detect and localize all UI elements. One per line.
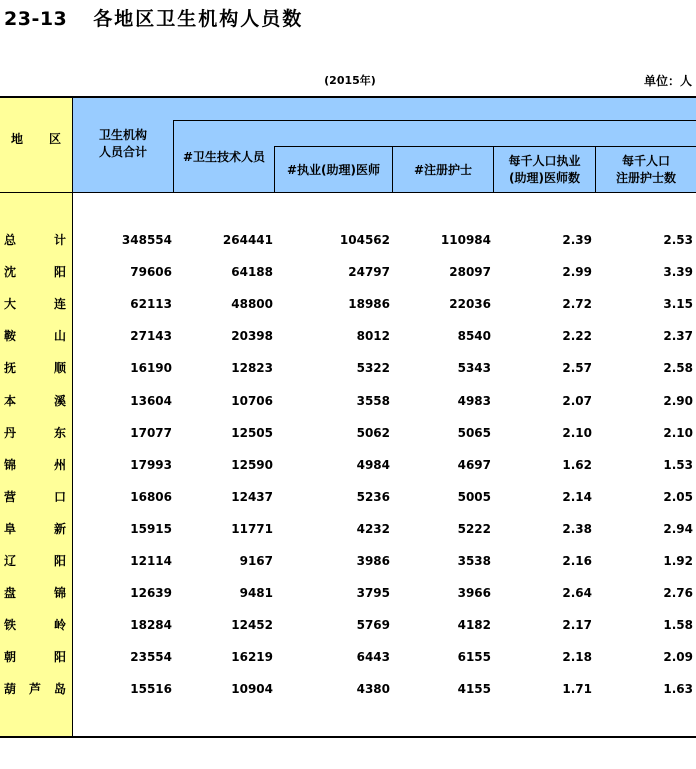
cell-tech: 12437 [231, 489, 273, 504]
cell-total: 79606 [130, 265, 172, 280]
row-region [4, 352, 66, 384]
table-row [0, 449, 696, 481]
region-char: 营 [4, 489, 17, 504]
cell-doctors: 4232 [356, 521, 390, 536]
header-total-staff: 卫生机构 人员合计 [98, 128, 147, 159]
cell-nurses: 5065 [457, 425, 491, 440]
row-region [4, 224, 66, 256]
table-row [0, 481, 696, 513]
cell-dpk: 1.62 [562, 457, 592, 472]
cell-total: 348554 [121, 233, 172, 247]
region-char: 葫 [4, 682, 17, 697]
cell-dpk: 2.72 [562, 297, 592, 312]
cell-tech: 48800 [231, 297, 273, 312]
header-bottom-rule [0, 192, 696, 193]
table-row [0, 320, 696, 352]
cell-doctors: 6443 [356, 650, 390, 665]
row-region [4, 449, 66, 481]
cell-npk: 3.15 [663, 297, 693, 312]
cell-npk: 2.05 [663, 489, 693, 504]
row-region [4, 385, 66, 417]
region-char: 东 [53, 425, 66, 440]
table-bottom-rule [0, 736, 696, 738]
region-char: 鞍 [4, 329, 17, 344]
table-row [0, 673, 696, 705]
cell-npk: 1.53 [663, 457, 693, 472]
cell-doctors: 24797 [348, 265, 390, 280]
region-char: 本 [4, 393, 17, 408]
cell-npk: 2.90 [663, 393, 693, 408]
cell-nurses: 5222 [457, 521, 491, 536]
cell-total: 27143 [130, 329, 172, 344]
cell-doctors: 5322 [356, 361, 390, 376]
cell-nurses: 4182 [457, 618, 491, 633]
cell-doctors: 104562 [339, 233, 390, 247]
cell-tech: 10904 [231, 682, 273, 697]
row-region [4, 641, 66, 673]
header-tech-staff: #卫生技术人员 [182, 149, 266, 164]
cell-nurses: 3966 [457, 586, 491, 601]
cell-doctors: 4984 [356, 457, 390, 472]
cell-dpk: 2.99 [562, 265, 592, 280]
cell-npk: 3.39 [663, 265, 693, 280]
table-row [0, 288, 696, 320]
row-region [4, 288, 66, 320]
region-char: 计 [53, 233, 66, 247]
region-char: 辽 [4, 554, 17, 568]
cell-dpk: 2.17 [562, 618, 592, 633]
cell-dpk: 1.71 [562, 682, 592, 697]
header-doctors: #执业(助理)医师 [286, 162, 381, 177]
cell-doctors: 3795 [356, 586, 390, 601]
cell-dpk: 2.57 [562, 361, 592, 376]
region-char: 阜 [4, 521, 17, 536]
cell-nurses: 110984 [440, 233, 491, 247]
cell-doctors: 5236 [356, 489, 390, 504]
cell-nurses: 4983 [457, 393, 491, 408]
region-char: 阳 [53, 554, 66, 568]
cell-npk: 2.10 [663, 425, 693, 440]
cell-total: 62113 [130, 297, 172, 312]
region-char: 阳 [53, 265, 66, 280]
region-char: 朝 [4, 650, 17, 665]
subheader-rule-2 [274, 146, 696, 147]
cell-nurses: 6155 [457, 650, 491, 665]
table-row [0, 513, 696, 545]
cell-total: 18284 [130, 618, 172, 633]
cell-npk: 1.63 [663, 682, 693, 697]
cell-total: 17993 [130, 457, 172, 472]
table-row [0, 545, 696, 577]
header-region-char-2: 区 [49, 132, 62, 146]
region-char: 总 [4, 233, 17, 247]
cell-total: 15915 [130, 521, 172, 536]
region-char: 山 [53, 329, 66, 344]
cell-total: 12639 [130, 586, 172, 601]
unit-label: 单位：人 [643, 74, 692, 88]
region-char: 丹 [4, 425, 17, 440]
cell-tech: 20398 [231, 329, 273, 344]
page-title [4, 6, 303, 32]
cell-npk: 2.76 [663, 586, 693, 601]
header-region [0, 130, 72, 147]
cell-tech: 64188 [231, 265, 273, 280]
cell-dpk: 2.16 [562, 554, 592, 568]
table-number: 23-13 [4, 8, 68, 30]
region-char: 岛 [53, 682, 66, 697]
cell-doctors: 3558 [356, 393, 390, 408]
cell-dpk: 2.64 [562, 586, 592, 601]
cell-nurses: 5343 [457, 361, 491, 376]
cell-nurses: 3538 [457, 554, 491, 568]
cell-npk: 2.37 [663, 329, 693, 344]
subheader-rule [173, 120, 696, 121]
region-char: 州 [53, 457, 66, 472]
cell-dpk: 2.38 [562, 521, 592, 536]
region-char: 岭 [53, 618, 66, 633]
cell-total: 16190 [130, 361, 172, 376]
region-char: 新 [53, 521, 66, 536]
cell-dpk: 2.39 [562, 233, 592, 247]
cell-doctors: 4380 [356, 682, 390, 697]
row-region [4, 577, 66, 609]
cell-doctors: 8012 [356, 329, 390, 344]
table-row [0, 352, 696, 384]
cell-npk: 1.92 [663, 554, 693, 568]
cell-total: 16806 [130, 489, 172, 504]
cell-doctors: 18986 [348, 297, 390, 312]
cell-tech: 264441 [222, 233, 273, 247]
cell-total: 17077 [130, 425, 172, 440]
region-char: 盘 [4, 586, 17, 601]
row-region [4, 256, 66, 288]
cell-dpk: 2.10 [562, 425, 592, 440]
cell-nurses: 22036 [449, 297, 491, 312]
cell-total: 15516 [130, 682, 172, 697]
header-nurses: #注册护士 [413, 162, 473, 177]
cell-npk: 2.09 [663, 650, 693, 665]
cell-npk: 2.53 [663, 233, 693, 247]
cell-tech: 9481 [239, 586, 273, 601]
header-region-char-1: 地 [10, 132, 23, 146]
header-nurses-per-1000: 每千人口 注册护士数 [615, 154, 676, 185]
region-char: 锦 [53, 586, 66, 601]
cell-dpk: 2.18 [562, 650, 592, 665]
region-char: 顺 [53, 361, 66, 376]
row-region [4, 545, 66, 577]
row-region [4, 609, 66, 641]
cell-dpk: 2.14 [562, 489, 592, 504]
row-region [4, 481, 66, 513]
row-region [4, 673, 66, 705]
cell-tech: 12505 [231, 425, 273, 440]
table-row [0, 256, 696, 288]
cell-tech: 12590 [231, 457, 273, 472]
cell-tech: 10706 [231, 393, 273, 408]
cell-npk: 2.94 [663, 521, 693, 536]
cell-dpk: 2.22 [562, 329, 592, 344]
row-region [4, 320, 66, 352]
region-char: 铁 [4, 618, 17, 633]
cell-npk: 1.58 [663, 618, 693, 633]
cell-nurses: 4697 [457, 457, 491, 472]
cell-tech: 11771 [231, 521, 273, 536]
table-row [0, 577, 696, 609]
table-row [0, 385, 696, 417]
table-row [0, 609, 696, 641]
region-char: 连 [53, 297, 66, 312]
row-region [4, 513, 66, 545]
region-char: 阳 [53, 650, 66, 665]
cell-doctors: 3986 [356, 554, 390, 568]
cell-tech: 12823 [231, 361, 273, 376]
cell-tech: 16219 [231, 650, 273, 665]
cell-npk: 2.58 [663, 361, 693, 376]
cell-nurses: 4155 [457, 682, 491, 697]
cell-doctors: 5062 [356, 425, 390, 440]
region-char: 抚 [4, 361, 17, 376]
region-char: 口 [53, 489, 66, 504]
table-row [0, 641, 696, 673]
year-label: (2015年) [324, 74, 376, 87]
row-region [4, 417, 66, 449]
region-char: 锦 [4, 457, 17, 472]
cell-tech: 9167 [239, 554, 273, 568]
cell-total: 13604 [130, 393, 172, 408]
cell-nurses: 8540 [457, 329, 491, 344]
region-char: 大 [4, 297, 17, 312]
header-doctors-per-1000: 每千人口执业 (助理)医师数 [508, 154, 581, 185]
table-row [0, 224, 696, 256]
region-char: 溪 [53, 393, 66, 408]
region-char: 芦 [28, 682, 41, 697]
cell-nurses: 5005 [457, 489, 491, 504]
table-top-rule [0, 96, 696, 98]
cell-nurses: 28097 [449, 265, 491, 280]
cell-total: 12114 [130, 554, 172, 568]
table-title: 各地区卫生机构人员数 [93, 8, 304, 30]
region-char: 沈 [4, 265, 17, 280]
cell-tech: 12452 [231, 618, 273, 633]
cell-total: 23554 [130, 650, 172, 665]
table-row [0, 417, 696, 449]
cell-doctors: 5769 [356, 618, 390, 633]
cell-dpk: 2.07 [562, 393, 592, 408]
